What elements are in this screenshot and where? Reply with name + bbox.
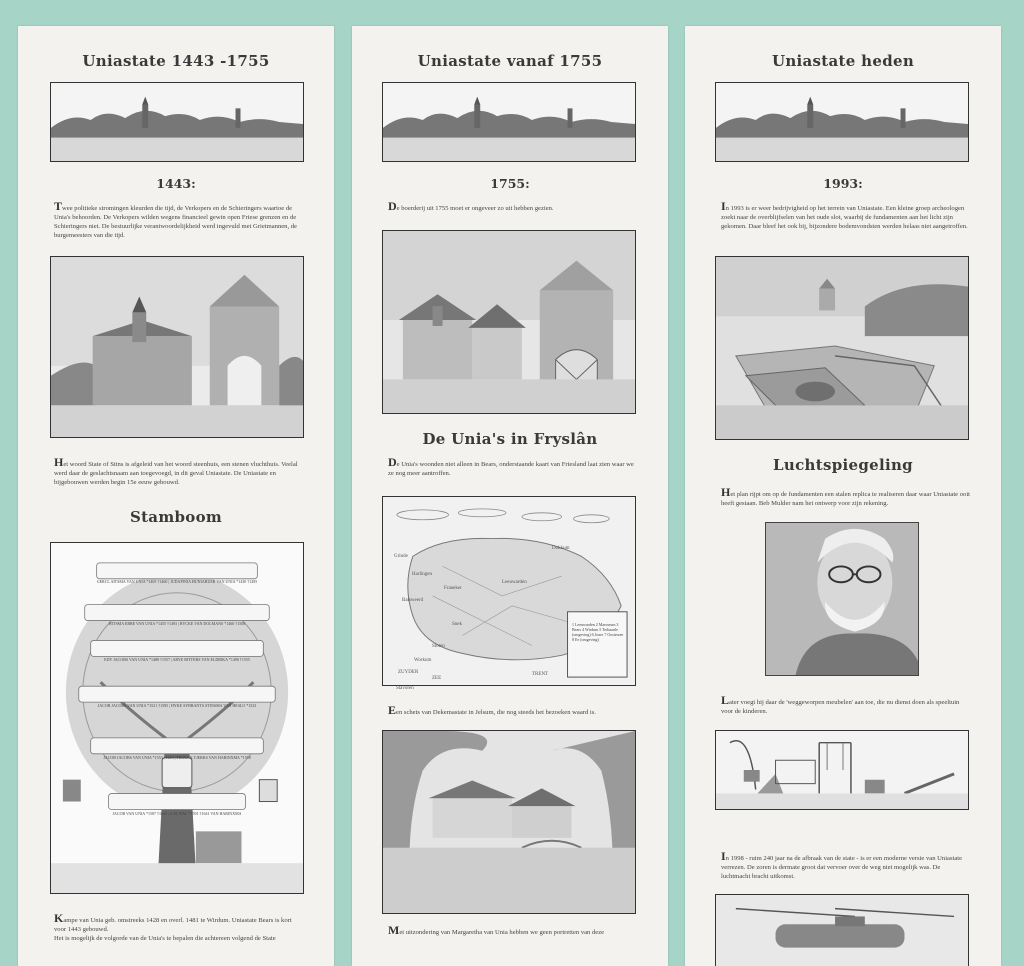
tree-banner: HITSMA EBBE VAN UNIA *1455 †1493 | BYCKE VAN DOLMANS *1460 †1508 — [108, 621, 246, 626]
unia-text: e Unia's woonden niet alleen in Bears, onderstaande kaart van Friesland laat zien waar we ze nog meer aantroffen. — [388, 461, 634, 477]
column-1843 — [18, 26, 334, 966]
map-legend: 1 Leeuwarden 2 Marsseum 3 Bears 4 Wirdum 5 Terhaanle (omgeving) 6 Joure 7 Oosterzee 8 Ee (omgeving) — [572, 622, 624, 642]
year-heading: 1443: — [156, 176, 196, 191]
map-label: Harlingen — [412, 572, 432, 577]
section-title: Stamboom — [129, 508, 223, 526]
tree-banner: JACOB JACOBS VAN UNIA *1521 †1585 | HYKE SYBRANTS STINSMA VAN HESLO *1523 — [97, 703, 257, 708]
drop-cap: T — [54, 199, 63, 213]
intro-paragraph — [721, 199, 971, 231]
column-1993 — [685, 26, 1001, 966]
intro-paragraph — [388, 199, 638, 213]
bottom-paragraph — [54, 911, 304, 943]
tree-banner: JACOB JACOBS VAN UNIA *1553 †1613 | FROUCK TJERKS VAN HARINXMA *1558 — [103, 755, 251, 760]
dekemastate-illustration — [382, 730, 636, 914]
drop-cap: H — [54, 455, 64, 469]
bottom-text: et uitzondering van Margaretha van Unia hebben we geen portretten van deze — [399, 929, 605, 936]
bottom-text: ampe van Unia geb. omstreeks 1428 en overl. 1481 te Wirdum. Uniastate Bears is kort voor 1443 gebouwd. — [54, 917, 292, 933]
bottom-text: n 1998 - ruim 240 jaar na de afbraak van de state - is er een moderne versie van Uniastate verrezen. De zoren is dermate groot dat vervoer over de weg niet mogelijk was. De luchtmacht bracht uitkomst. — [721, 855, 963, 880]
bottom-paragraph — [721, 849, 971, 881]
column-1755 — [352, 26, 668, 966]
plan-paragraph — [721, 485, 971, 508]
tree-banners — [68, 580, 286, 830]
tree-banner: GERCL AITSMA VAN UNIA *1405 †1460 | JUDAPINIA HUNIABUER VAN UNIA *1430 †1495 — [96, 579, 258, 584]
section-title: De Unia's in Fryslân — [422, 430, 598, 448]
excavation-illustration — [715, 256, 969, 440]
intro-paragraph — [54, 199, 304, 240]
drop-cap: M — [388, 923, 400, 937]
tree-banner: EDY JACOBS VAN UNIA *1488 †1557 | ARYE BITTERS VAN ELDRIKA *1490 †1555 — [104, 657, 250, 662]
drop-cap: D — [388, 455, 397, 469]
drop-cap: I — [721, 849, 726, 863]
map-label: Grinde — [394, 554, 408, 559]
map-label: Balsweerd — [402, 598, 424, 603]
map-label: ZEE — [432, 676, 442, 681]
map-label: Franeker — [444, 586, 462, 591]
drop-cap: L — [721, 693, 730, 707]
tree-banner: JACOB VAN UNIA *1587 †1643 | A.M. WAL *1591 †1641 VAN HARINXMA — [112, 811, 242, 816]
plan-text: et plan rijpt om op de fundamenten een stalen replica te realiseren daar waar Uniastate ooit heeft gestaan. Beb Mulder nam het ontwerp voor zijn rekening. — [721, 491, 970, 507]
drop-cap: I — [721, 199, 726, 213]
intro-text: e boerderij uit 1755 moet er ongeveer zo uit hebben gezien. — [396, 205, 554, 212]
column-title: Uniastate vanaf 1755 — [417, 52, 603, 70]
map-labels — [392, 526, 628, 691]
caption-text: en schets van Dekemastate in Jelsum, die nog steeds het bezoeken waard is. — [396, 709, 596, 716]
map-label: Dokkum — [552, 546, 570, 551]
map-label: Sloten — [432, 644, 445, 649]
map-label: TRENT — [532, 672, 549, 677]
state-paragraph — [54, 455, 304, 487]
map-label: ZUYDER — [398, 670, 419, 675]
playground-illustration — [715, 730, 969, 810]
unia-paragraph — [388, 455, 638, 478]
drop-cap: K — [54, 911, 64, 925]
caption-text: ater voegt hij daar de 'weggeworpen meubelen' aan toe, die nu dienst doen als speeltuin voor de kinderen. — [721, 699, 960, 715]
map-label: Stavoren — [396, 686, 414, 691]
helicopter-illustration — [715, 894, 969, 966]
bottom-paragraph — [388, 923, 638, 937]
bottom-text-2: Het is mogelijk de volgorde van de Unia's te bepalen die achtereen volgend de State — [54, 935, 276, 942]
intro-text: n 1993 is er weer bedrijvigheid op het terrein van Uniastate. Een kleine groep archeologen zoekt naar de overblijfselen van het oude slot, waarbij de fundamenten aan het licht zijn gekomen. Daar bleef het ook bij, bijzondere bodemvondsten werden helaas niet aangetroffen. — [721, 205, 968, 230]
map-label: Snek — [452, 622, 462, 627]
state-text: et woord State of Stins is afgeleid van het woord steenhuis, een stenen vluchthuis. Veelal werd daar de geslachtsnaam aan toegevoegd, in dit geval Uniastate. De Uniastate en bijgebouwen werden begin 15e eeuw gebouwd. — [54, 461, 298, 486]
farmhouse-illustration — [382, 230, 636, 414]
section-title: Luchtspiegeling — [773, 456, 913, 474]
landscape-sketch — [715, 82, 969, 162]
landscape-sketch — [382, 82, 636, 162]
landscape-sketch — [50, 82, 304, 162]
map-label: Workum — [414, 658, 432, 663]
year-heading: 1993: — [823, 176, 863, 191]
drop-cap: D — [388, 199, 397, 213]
drop-cap: H — [721, 485, 731, 499]
column-title: Uniastate heden — [771, 52, 915, 70]
caption-paragraph — [388, 703, 638, 717]
caption-paragraph — [721, 693, 971, 716]
artist-portrait — [765, 522, 919, 676]
drop-cap: E — [388, 703, 397, 717]
column-title: Uniastate 1443 -1755 — [82, 52, 270, 70]
castle-illustration — [50, 256, 304, 438]
year-heading: 1755: — [490, 176, 530, 191]
map-label: Leeuwarden — [502, 580, 527, 585]
intro-text: wee politieke stromingen kleurden die tijd, de Verkopers en de Schieringers waartoe de Unia's behoorden. De Verkopers wilden wegens financieel gewin open Friese grenzen en de Schieringers niet. De bestuurlijke verantwoordelijkheid werd ingevuld met Grietmannen, de burgemeesters van die tijd. — [54, 205, 297, 239]
